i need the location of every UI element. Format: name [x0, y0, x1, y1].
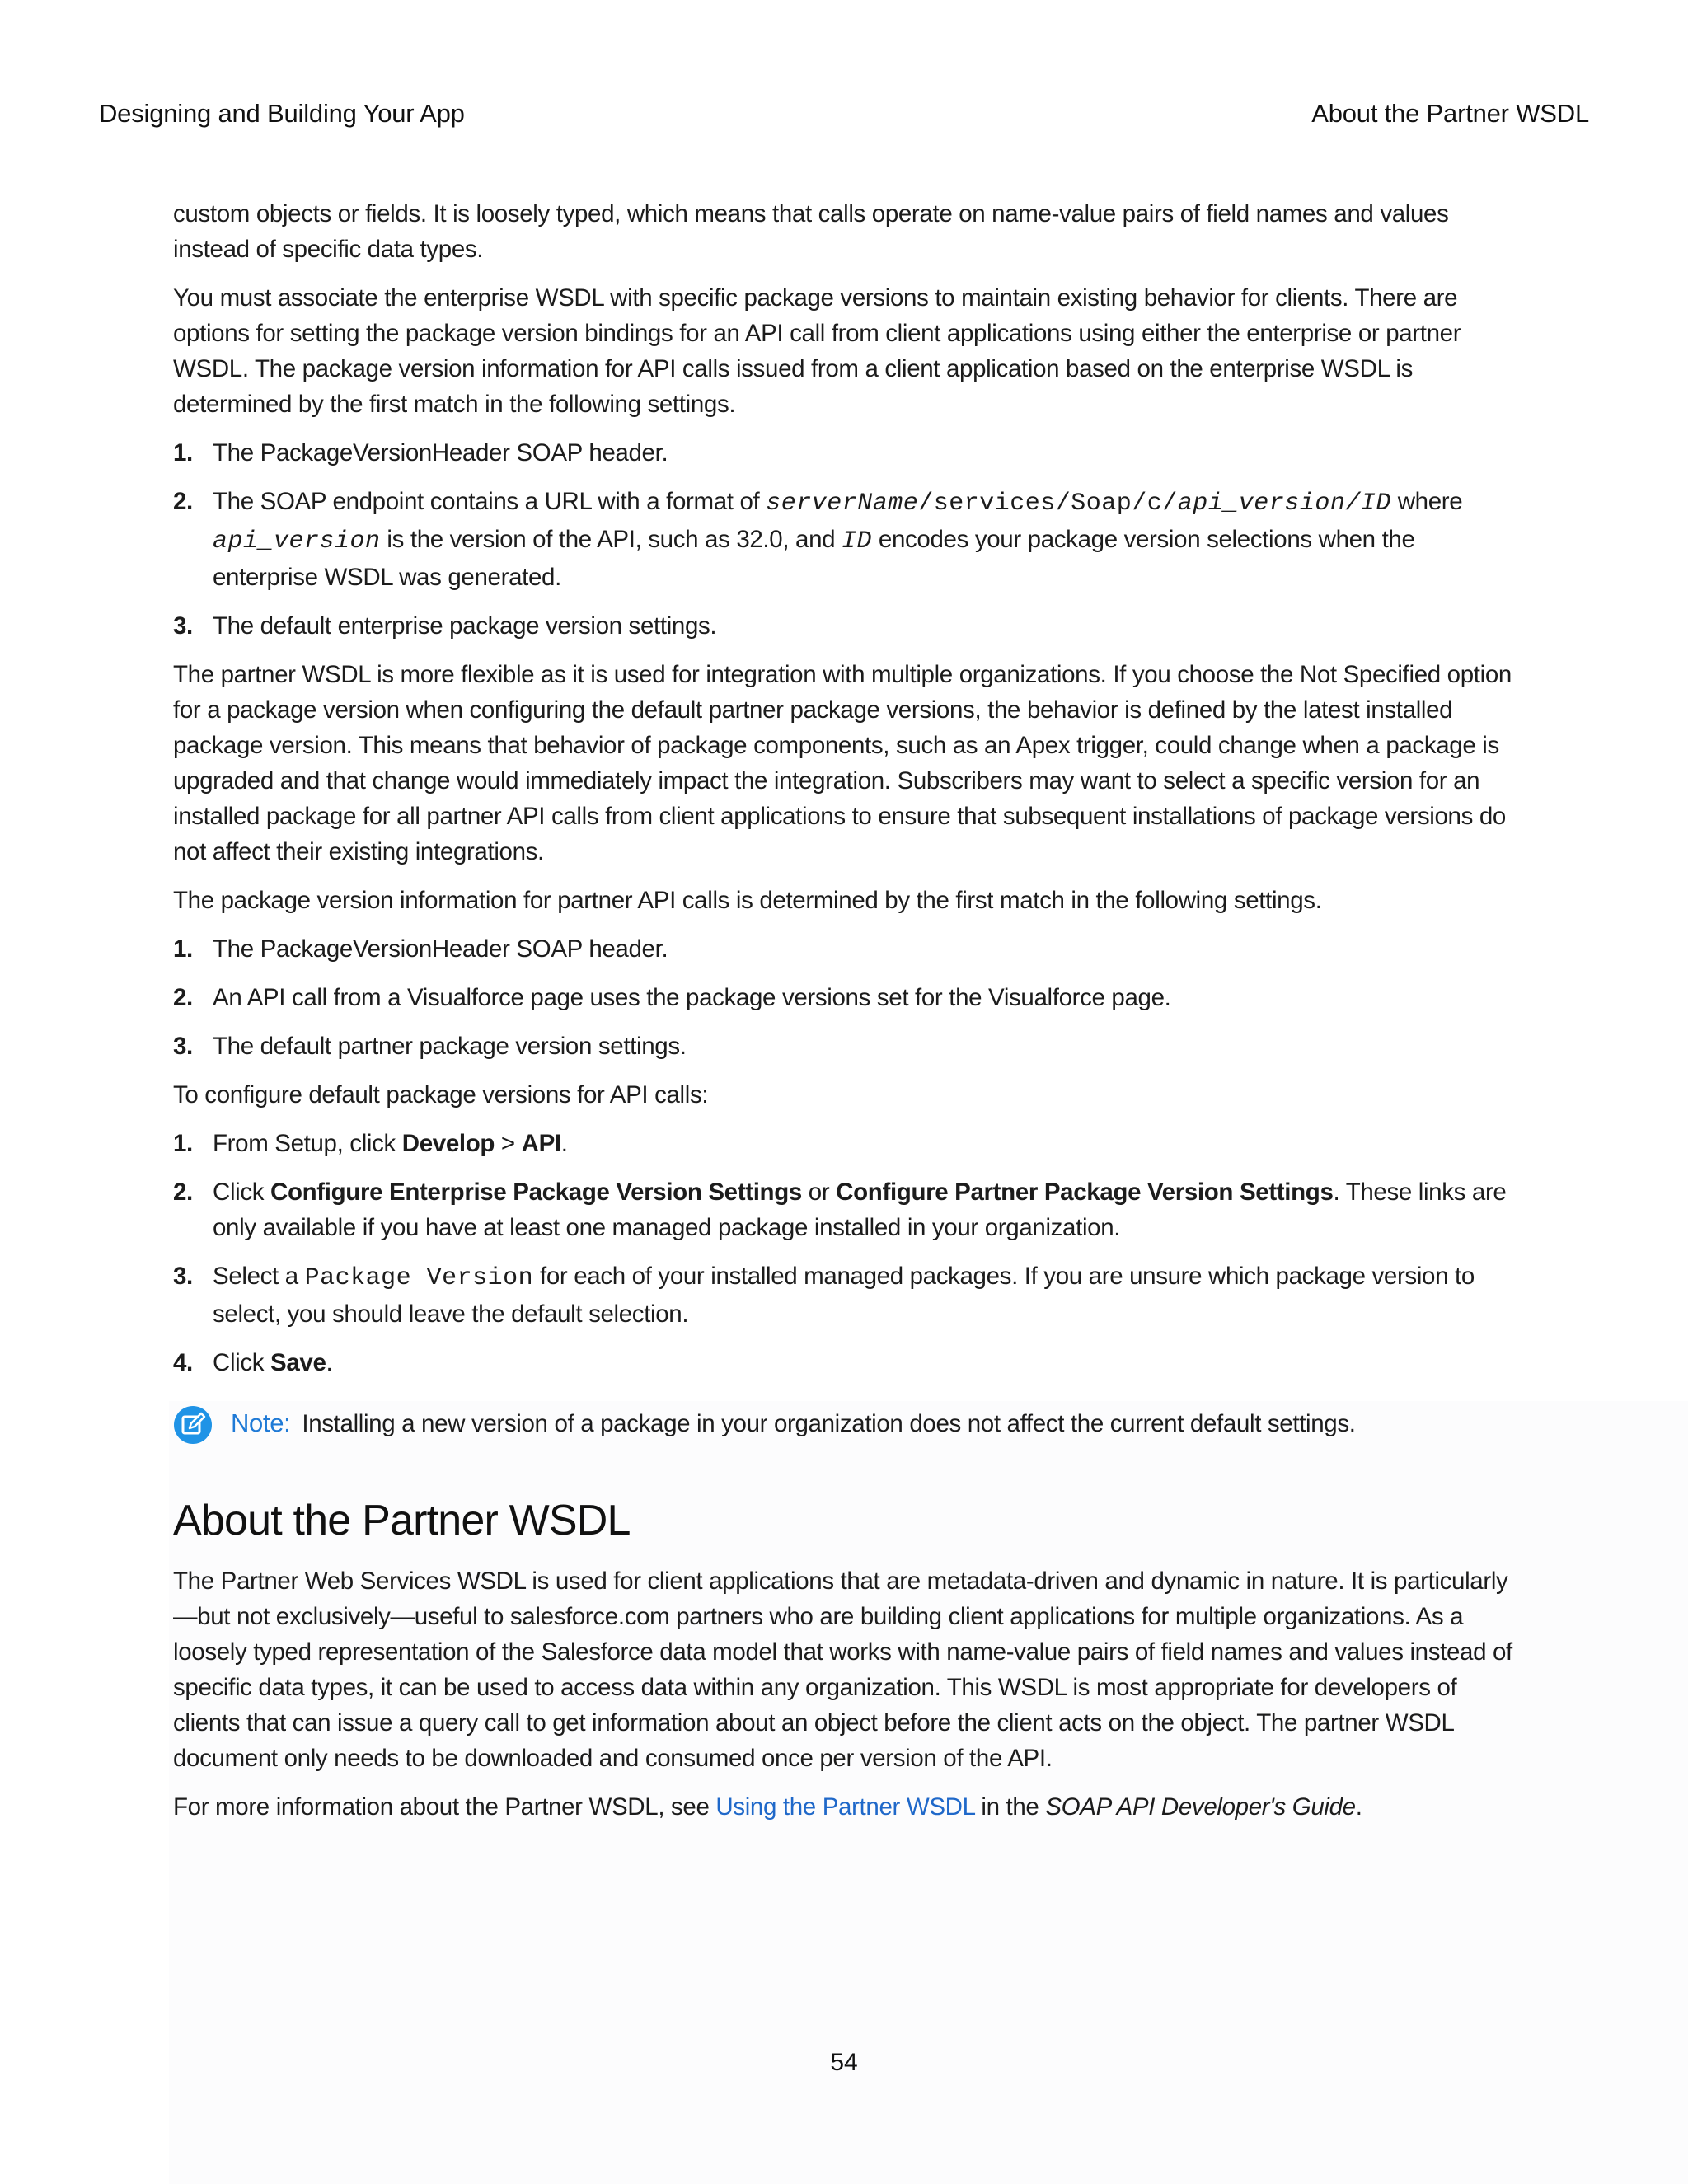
- list-item-text: The SOAP endpoint contains a URL with a format of: [213, 488, 767, 515]
- section-paragraph-1: The Partner Web Services WSDL is used for client applications that are metadata-driven and dynamic in nature. It is particularly—but not exclusively—useful to salesforce.com partners who are building client applications for multiple organizations. As a loosely typed representation of the Salesforce data model that works with name-value pairs of field names and values instead of specific data types, it can be used to access data within any organization. This WSDL is most appropriate for developers of clients that can issue a query call to get information about an object before the client acts on the object. The partner WSDL document only needs to be downloaded and consumed once per version of the API.: [173, 1568, 1512, 1772]
- list-item-text: . These links are only available if you have at least one managed package installed in your organization.: [213, 1179, 1507, 1241]
- list-item-text: The default enterprise package version settings.: [213, 612, 717, 640]
- configure-steps-list: [173, 1126, 1517, 1380]
- list-item-text: for each of your installed managed packages. If you are unsure which package version to select, you should leave the default selection.: [213, 1263, 1475, 1328]
- list-item-text: is the version of the API, such as 32.0, and: [380, 526, 842, 553]
- ui-label-enterprise-settings: Configure Enterprise Package Version Settings: [270, 1179, 802, 1206]
- list-item: [173, 1258, 1517, 1332]
- ui-label-develop: Develop: [401, 1130, 495, 1157]
- list-number: 1.: [173, 1130, 193, 1157]
- list-item-text: An API call from a Visualforce page uses the package versions set for the Visualforce page.: [213, 984, 1171, 1011]
- list-item: [173, 980, 1517, 1015]
- intro-paragraph-1: custom objects or fields. It is loosely typed, which means that calls operate on name-value pairs of field names and values instead of specific data types.: [173, 200, 1449, 263]
- list-item-text: .: [560, 1130, 568, 1157]
- list-item-text: .: [326, 1349, 333, 1376]
- paragraph-text: For more information about the Partner WSDL, see: [173, 1793, 716, 1821]
- paragraph-text: .: [1355, 1793, 1362, 1821]
- list-item: [173, 1174, 1517, 1245]
- list-item-text: The PackageVersionHeader SOAP header.: [213, 439, 668, 466]
- list-number: 1.: [173, 935, 193, 963]
- list-number: 2.: [173, 1179, 193, 1206]
- page-number: 54: [830, 2049, 858, 2076]
- list-number: 1.: [173, 439, 193, 466]
- list-item: [173, 1126, 1517, 1161]
- list-item-text: Click: [213, 1349, 271, 1376]
- code-id: ID: [842, 527, 873, 555]
- partner-paragraph-1: The partner WSDL is more flexible as it is used for integration with multiple organizations. If you choose the Not Specified option for a package version when configuring the default partner package versions, the behavior is defined by the latest installed package version. This means that behavior of package components, such as an Apex trigger, could change when a package is upgraded and that change would immediately impact the integration. Subscribers may want to select a specific version for an installed package for all partner API calls from client applications to ensure that subsequent installations of package versions do not affect their existing integrations.: [173, 661, 1512, 865]
- list-item-text: >: [495, 1130, 522, 1157]
- list-item-text: Select a: [213, 1263, 305, 1290]
- running-header-chapter: Designing and Building Your App: [99, 99, 465, 128]
- list-item: [173, 435, 1517, 471]
- section-paragraph-2: [173, 1789, 1517, 1825]
- ui-label-partner-settings: Configure Partner Package Version Settings: [836, 1179, 1334, 1206]
- guide-title: SOAP API Developer's Guide: [1045, 1793, 1356, 1821]
- code-server-name: serverName: [766, 490, 919, 518]
- list-number: 2.: [173, 488, 193, 515]
- list-item-text: The default partner package version settings.: [213, 1033, 687, 1060]
- partner-paragraph-2: The package version information for partner API calls is determined by the first match in the following settings.: [173, 887, 1322, 914]
- ui-label-api: API: [521, 1130, 561, 1157]
- section-heading: About the Partner WSDL: [173, 1497, 631, 1544]
- note-callout: [173, 1405, 1517, 1445]
- list-number: 4.: [173, 1349, 193, 1376]
- note-label: Note:: [231, 1408, 291, 1437]
- partner-wsdl-link[interactable]: Using the Partner WSDL: [715, 1793, 975, 1821]
- intro-paragraph-2: You must associate the enterprise WSDL with specific package versions to maintain existing behavior for clients. There are options for setting the package version bindings for an API call from client applications using either the enterprise or partner WSDL. The package version information for API calls issued from a client application based on the enterprise WSDL is determined by the first match in the following settings.: [173, 284, 1461, 418]
- page-content: [173, 196, 1517, 1838]
- list-item-text: where: [1390, 488, 1463, 515]
- list-item: [173, 608, 1517, 644]
- list-item-text: Click: [213, 1179, 271, 1206]
- edit-note-icon: [173, 1405, 213, 1445]
- partner-settings-list: [173, 931, 1517, 1064]
- list-number: 3.: [173, 612, 193, 640]
- code-api-version: api_version: [213, 527, 381, 555]
- code-api-version-id: api_version/ID: [1177, 490, 1391, 518]
- list-item: [173, 484, 1517, 595]
- list-item: [173, 1345, 1517, 1380]
- list-item: [173, 931, 1517, 967]
- list-item: [173, 1029, 1517, 1064]
- running-header-section: About the Partner WSDL: [1311, 99, 1589, 128]
- list-item-text: The PackageVersionHeader SOAP header.: [213, 935, 668, 963]
- list-number: 3.: [173, 1033, 193, 1060]
- list-number: 3.: [173, 1263, 193, 1290]
- enterprise-settings-list: [173, 435, 1517, 644]
- list-item-text: or: [801, 1179, 837, 1206]
- list-number: 2.: [173, 984, 193, 1011]
- list-item-text: encodes your package version selections when the enterprise WSDL was generated.: [213, 526, 1415, 591]
- ui-label-save: Save: [270, 1349, 326, 1376]
- configure-intro: To configure default package versions for API calls:: [173, 1081, 709, 1108]
- code-package-version: Package Version: [304, 1264, 534, 1292]
- paragraph-text: in the: [974, 1793, 1046, 1821]
- note-text: Installing a new version of a package in your organization does not affect the current default settings.: [302, 1410, 1356, 1437]
- code-services-path: /services/Soap/c/: [918, 490, 1178, 518]
- list-item-text: From Setup, click: [213, 1130, 402, 1157]
